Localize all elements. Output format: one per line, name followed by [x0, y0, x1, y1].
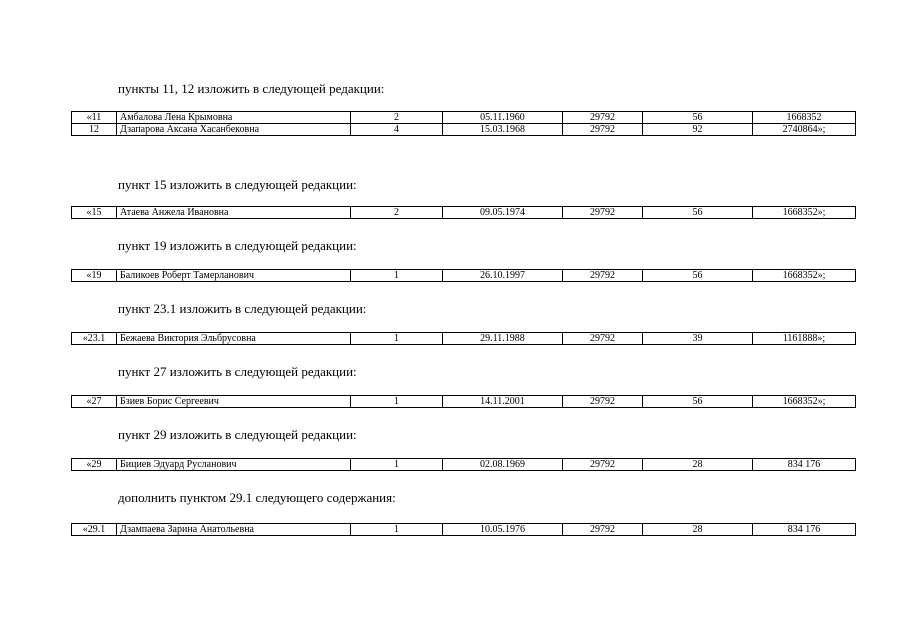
- record-table: [71, 111, 856, 136]
- row-number: «15: [72, 207, 117, 219]
- record-table: [71, 206, 856, 219]
- row-number: «19: [72, 270, 117, 282]
- birth-date: 26.10.1997: [443, 270, 563, 282]
- person-name: Дзапарова Аксана Хасанбековна: [117, 124, 351, 136]
- record-table: [71, 458, 856, 471]
- amount: 2740864»;: [753, 124, 856, 136]
- rate: 92: [643, 124, 753, 136]
- table-row: [72, 112, 856, 124]
- birth-date: 10.05.1976: [443, 524, 563, 536]
- amount: 834 176: [753, 524, 856, 536]
- rate: 56: [643, 396, 753, 408]
- section-heading: пункт 15 изложить в следующей редакции:: [118, 177, 357, 192]
- row-number: 12: [72, 124, 117, 136]
- amount: 1668352»;: [753, 396, 856, 408]
- person-name: Бежаева Виктория Эльбрусовна: [117, 333, 351, 345]
- section-heading: дополнить пунктом 29.1 следующего содержания:: [118, 490, 396, 505]
- row-number: «11: [72, 112, 117, 124]
- person-name: Баликоев Роберт Тамерланович: [117, 270, 351, 282]
- table-row: [72, 124, 856, 136]
- code: 29792: [563, 524, 643, 536]
- birth-date: 05.11.1960: [443, 112, 563, 124]
- row-number: «29: [72, 459, 117, 471]
- amount: 1668352»;: [753, 270, 856, 282]
- rate: 39: [643, 333, 753, 345]
- rate: 56: [643, 270, 753, 282]
- table-row: [72, 207, 856, 219]
- record-table: [71, 269, 856, 282]
- amount: 1668352: [753, 112, 856, 124]
- row-number: «23.1: [72, 333, 117, 345]
- code: 29792: [563, 124, 643, 136]
- rate: 56: [643, 207, 753, 219]
- section-heading: пункты 11, 12 изложить в следующей редакции:: [118, 81, 385, 96]
- table-row: [72, 459, 856, 471]
- category: 1: [351, 459, 443, 471]
- category: 2: [351, 112, 443, 124]
- person-name: Бзиев Борис Сергеевич: [117, 396, 351, 408]
- record-table: [71, 395, 856, 408]
- birth-date: 14.11.2001: [443, 396, 563, 408]
- table-row: [72, 270, 856, 282]
- amount: 834 176: [753, 459, 856, 471]
- rate: 28: [643, 459, 753, 471]
- code: 29792: [563, 270, 643, 282]
- section-heading: пункт 19 изложить в следующей редакции:: [118, 238, 357, 253]
- person-name: Дзампаева Зарина Анатольевна: [117, 524, 351, 536]
- section-heading: пункт 29 изложить в следующей редакции:: [118, 427, 357, 442]
- birth-date: 02.08.1969: [443, 459, 563, 471]
- category: 1: [351, 524, 443, 536]
- category: 1: [351, 396, 443, 408]
- record-table: [71, 332, 856, 345]
- rate: 56: [643, 112, 753, 124]
- code: 29792: [563, 112, 643, 124]
- birth-date: 15.03.1968: [443, 124, 563, 136]
- person-name: Амбалова Лена Крымовна: [117, 112, 351, 124]
- birth-date: 09.05.1974: [443, 207, 563, 219]
- amount: 1668352»;: [753, 207, 856, 219]
- code: 29792: [563, 459, 643, 471]
- code: 29792: [563, 333, 643, 345]
- category: 4: [351, 124, 443, 136]
- section-heading: пункт 27 изложить в следующей редакции:: [118, 364, 357, 379]
- row-number: «29.1: [72, 524, 117, 536]
- table-row: [72, 524, 856, 536]
- person-name: Атаева Анжела Ивановна: [117, 207, 351, 219]
- category: 2: [351, 207, 443, 219]
- section-heading: пункт 23.1 изложить в следующей редакции:: [118, 301, 367, 316]
- code: 29792: [563, 396, 643, 408]
- category: 1: [351, 333, 443, 345]
- person-name: Бициев Эдуард Русланович: [117, 459, 351, 471]
- table-row: [72, 396, 856, 408]
- row-number: «27: [72, 396, 117, 408]
- code: 29792: [563, 207, 643, 219]
- amount: 1161888»;: [753, 333, 856, 345]
- rate: 28: [643, 524, 753, 536]
- record-table: [71, 523, 856, 536]
- birth-date: 29.11.1988: [443, 333, 563, 345]
- category: 1: [351, 270, 443, 282]
- table-row: [72, 333, 856, 345]
